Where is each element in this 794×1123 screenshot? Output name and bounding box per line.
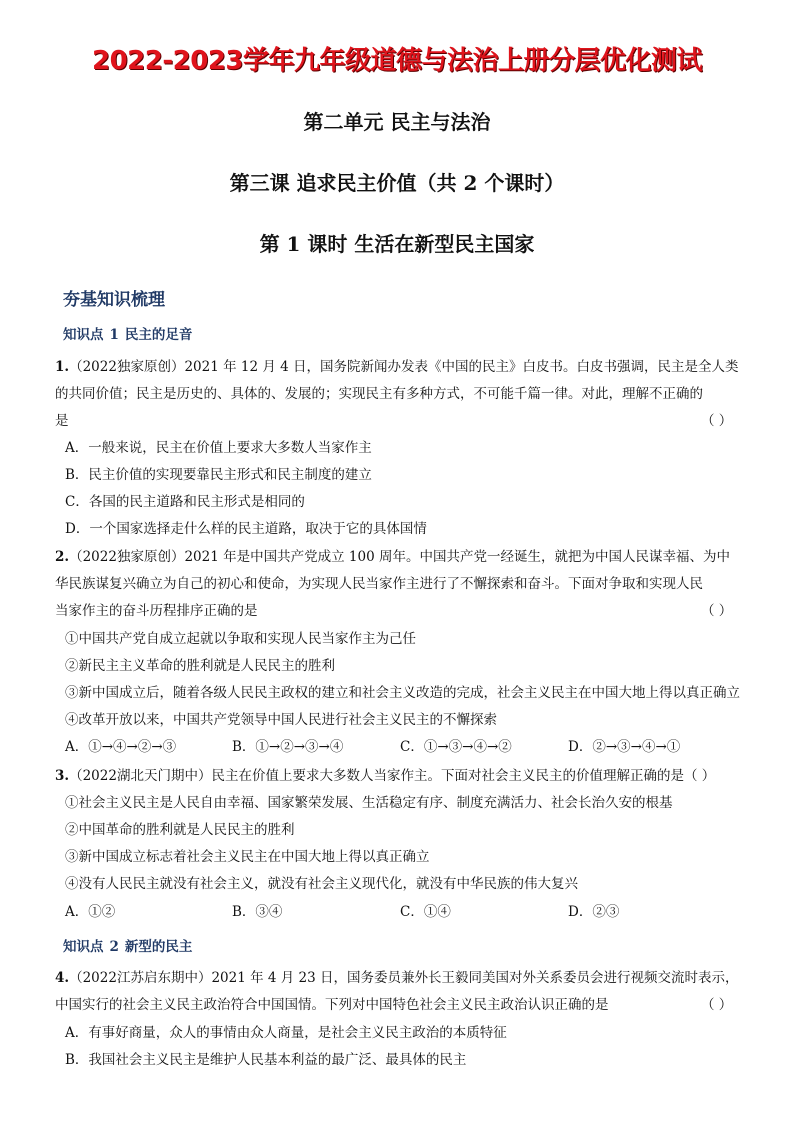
answer-paren: （ ） [701,413,733,429]
question-2-line3: 当家作主的奋斗历程排序正确的是 [55,603,258,619]
main-title: 2022-2023学年九年级道德与法治上册分层优化测试 [91,46,703,76]
q4-option-a: A．有事好商量，众人的事情由众人商量，是社会主义民主政治的本质特征 [65,1025,507,1041]
q2-statement-2: ②新民主主义革命的胜利就是人民民主的胜利 [65,658,335,674]
question-1-line1: （2022独家原创）2021 年 12 月 4 日，国务院新闻办发表《中国的民主》白皮书。白皮书强调，民主是全人类 [69,359,739,375]
unit-title: 第二单元 民主与法治 [303,110,491,134]
q2-option-d: D．②→③→④→① [568,739,681,755]
q2-statement-4: ④改革开放以来，中国共产党领导中国人民进行社会主义民主的不懈探索 [65,712,497,728]
kp1-label: 知识点 [63,327,104,343]
answer-paren: （ ） [701,603,733,619]
kp1-name: 民主的足音 [124,327,193,343]
q1-option-a: A．一般来说，民主在价值上要求大多数人当家作主 [65,440,372,456]
answer-paren: （ ） [701,997,733,1013]
question-number: 4. [55,970,70,986]
q3-option-c: C．①④ [400,904,451,920]
q1-option-b: B．民主价值的实现要靠民主形式和民主制度的建立 [65,467,372,483]
section-title: 夯基知识梳理 [63,290,165,310]
lesson-title: 第三课 追求民主价值（共 2 个课时） [229,171,565,195]
q3-statement-3: ③新中国成立标志着社会主义民主在中国大地上得以真正确立 [65,849,430,865]
knowledge-point-2 [63,935,192,955]
q2-option-b: B．①→②→③→④ [232,739,344,755]
q3-option-b: B．③④ [232,904,283,920]
q2-statement-3: ③新中国成立后，随着各级人民民主政权的建立和社会主义改造的完成，社会主义民主在中国大地上得以真正确立 [65,685,740,701]
question-1-stem [55,354,741,435]
kp2-name: 新型的民主 [124,939,193,955]
q3-option-a: A．①② [65,904,116,920]
q3-option-d: D．②③ [568,904,620,920]
kp2-number: 2 [109,939,119,955]
q2-statement-1: ①中国共产党自成立起就以争取和实现人民当家作主为己任 [65,631,416,647]
kp1-number: 1 [109,327,119,343]
question-3-stem [55,763,741,790]
question-1-line2: 的共同价值；民主是历史的、具体的、发展的；实现民主有多种方式，不可能千篇一律。对此，理解不正确的 [55,386,703,402]
q2-option-a: A．①→④→②→③ [65,739,177,755]
q1-option-c: C．各国的民主道路和民主形式是相同的 [65,494,305,510]
question-number: 3. [55,768,70,784]
question-2-line2: 华民族谋复兴确立为自己的初心和使命，为实现人民当家作主进行了不懈探索和奋斗。下面对争取和实现人民 [55,576,703,592]
q1-option-d: D．一个国家选择走什么样的民主道路，取决于它的具体国情 [65,521,427,537]
q2-option-c: C．①→③→④→② [400,739,512,755]
question-2-stem [55,544,741,625]
q3-statement-2: ②中国革命的胜利就是人民民主的胜利 [65,822,295,838]
question-number: 2. [55,549,70,565]
question-3-line1: （2022湖北天门期中）民主在价值上要求大多数人当家作主。下面对社会主义民主的价值理解正确的是（ ） [69,768,716,784]
question-2-line1: （2022独家原创）2021 年是中国共产党成立 100 周年。中国共产党一经诞生，就把为中国人民谋幸福、为中 [69,549,730,565]
question-4-line1: （2022江苏启东期中）2021 年 4 月 23 日，国务委员兼外长王毅同美国对外关系委员会进行视频交流时表示， [69,970,739,986]
question-4-line2: 中国实行的社会主义民主政治符合中国国情。下列对中国特色社会主义民主政治认识正确的是 [55,997,609,1013]
q3-statement-4: ④没有人民民主就没有社会主义，就没有社会主义现代化，就没有中华民族的伟大复兴 [65,876,578,892]
period-title: 第 1 课时 生活在新型民主国家 [259,232,535,256]
question-4-stem [55,965,741,1019]
q4-option-b: B．我国社会主义民主是维护人民基本利益的最广泛、最具体的民主 [65,1052,467,1068]
question-number: 1. [55,359,70,375]
question-1-line3: 是 [55,413,69,429]
knowledge-point-1 [63,323,192,343]
kp2-label: 知识点 [63,939,104,955]
q3-statement-1: ①社会主义民主是人民自由幸福、国家繁荣发展、生活稳定有序、制度充满活力、社会长治久安的根基 [65,795,673,811]
